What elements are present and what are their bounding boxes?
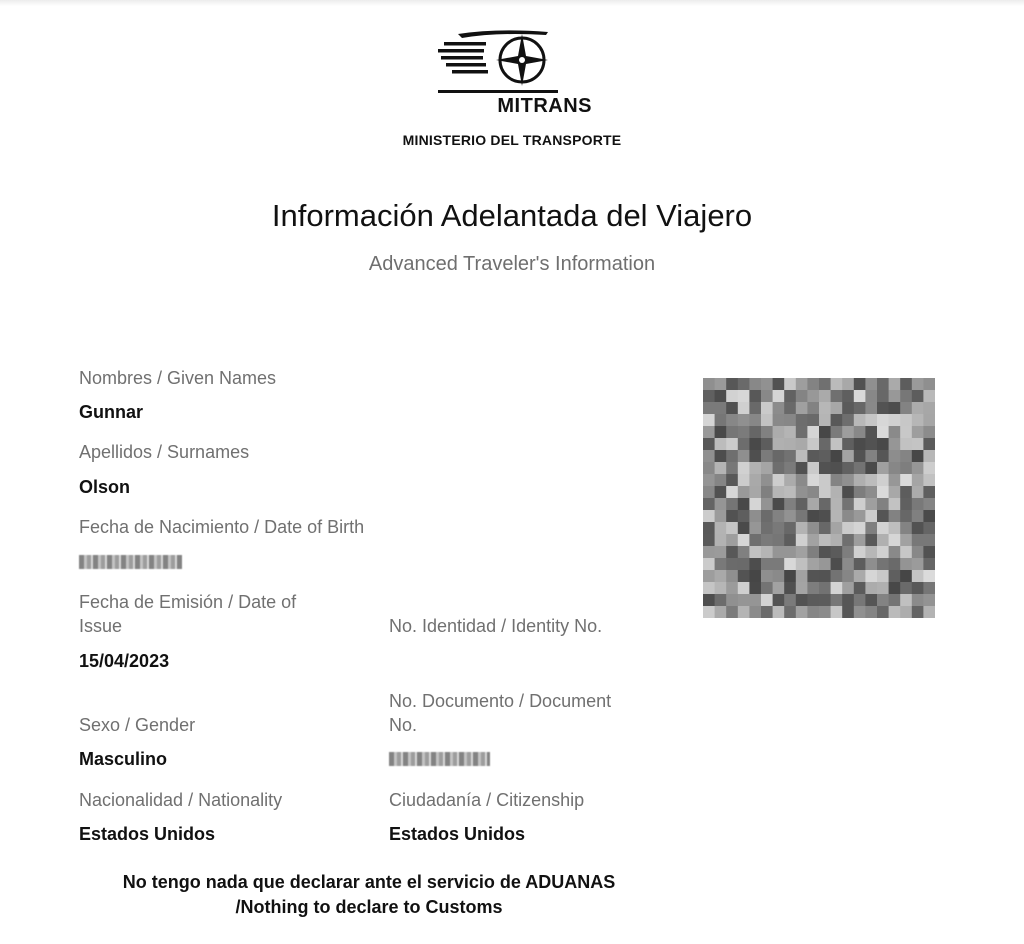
ministry-name: MINISTERIO DEL TRANSPORTE — [402, 132, 622, 148]
document-no-label-line1: No. Documento / Document — [389, 691, 612, 711]
date-of-issue-label-line1: Fecha de Emisión / Date of — [79, 592, 297, 612]
document-title: Información Adelantada del Viajero — [271, 198, 753, 233]
gender-label: Sexo / Gender — [79, 715, 196, 735]
compass-star-icon — [438, 28, 558, 98]
citizenship-label: Ciudadanía / Citizenship — [389, 790, 585, 810]
mitrans-logo — [0, 28, 1024, 153]
document-subtitle: Advanced Traveler's Information — [368, 253, 656, 275]
surnames-label: Apellidos / Surnames — [79, 442, 250, 462]
identity-no-label: No. Identidad / Identity No. — [389, 616, 603, 636]
given-names-value: Gunnar — [79, 402, 144, 422]
citizenship-value: Estados Unidos — [389, 824, 526, 844]
document-no-redacted — [389, 752, 490, 766]
date-of-birth-redacted — [79, 555, 182, 569]
declaration-line-1: No tengo nada que declarar ante el servicio de ADUANAS — [122, 872, 616, 892]
document-no-label-line2: No. — [389, 715, 418, 735]
top-edge — [0, 0, 1024, 6]
date-of-issue-label-line2: Issue — [79, 616, 123, 636]
nationality-value: Estados Unidos — [79, 824, 216, 844]
qr-code-redacted — [703, 378, 935, 618]
gender-value: Masculino — [79, 749, 168, 769]
date-of-issue-value: 15/04/2023 — [79, 651, 170, 671]
surnames-value: Olson — [79, 477, 131, 497]
brand-name: MITRANS — [497, 95, 592, 117]
given-names-label: Nombres / Given Names — [79, 368, 277, 388]
date-of-birth-label: Fecha de Nacimiento / Date of Birth — [79, 517, 365, 537]
customs-declaration — [0, 870, 738, 920]
declaration-line-2: /Nothing to declare to Customs — [235, 897, 503, 917]
nationality-label: Nacionalidad / Nationality — [79, 790, 283, 810]
